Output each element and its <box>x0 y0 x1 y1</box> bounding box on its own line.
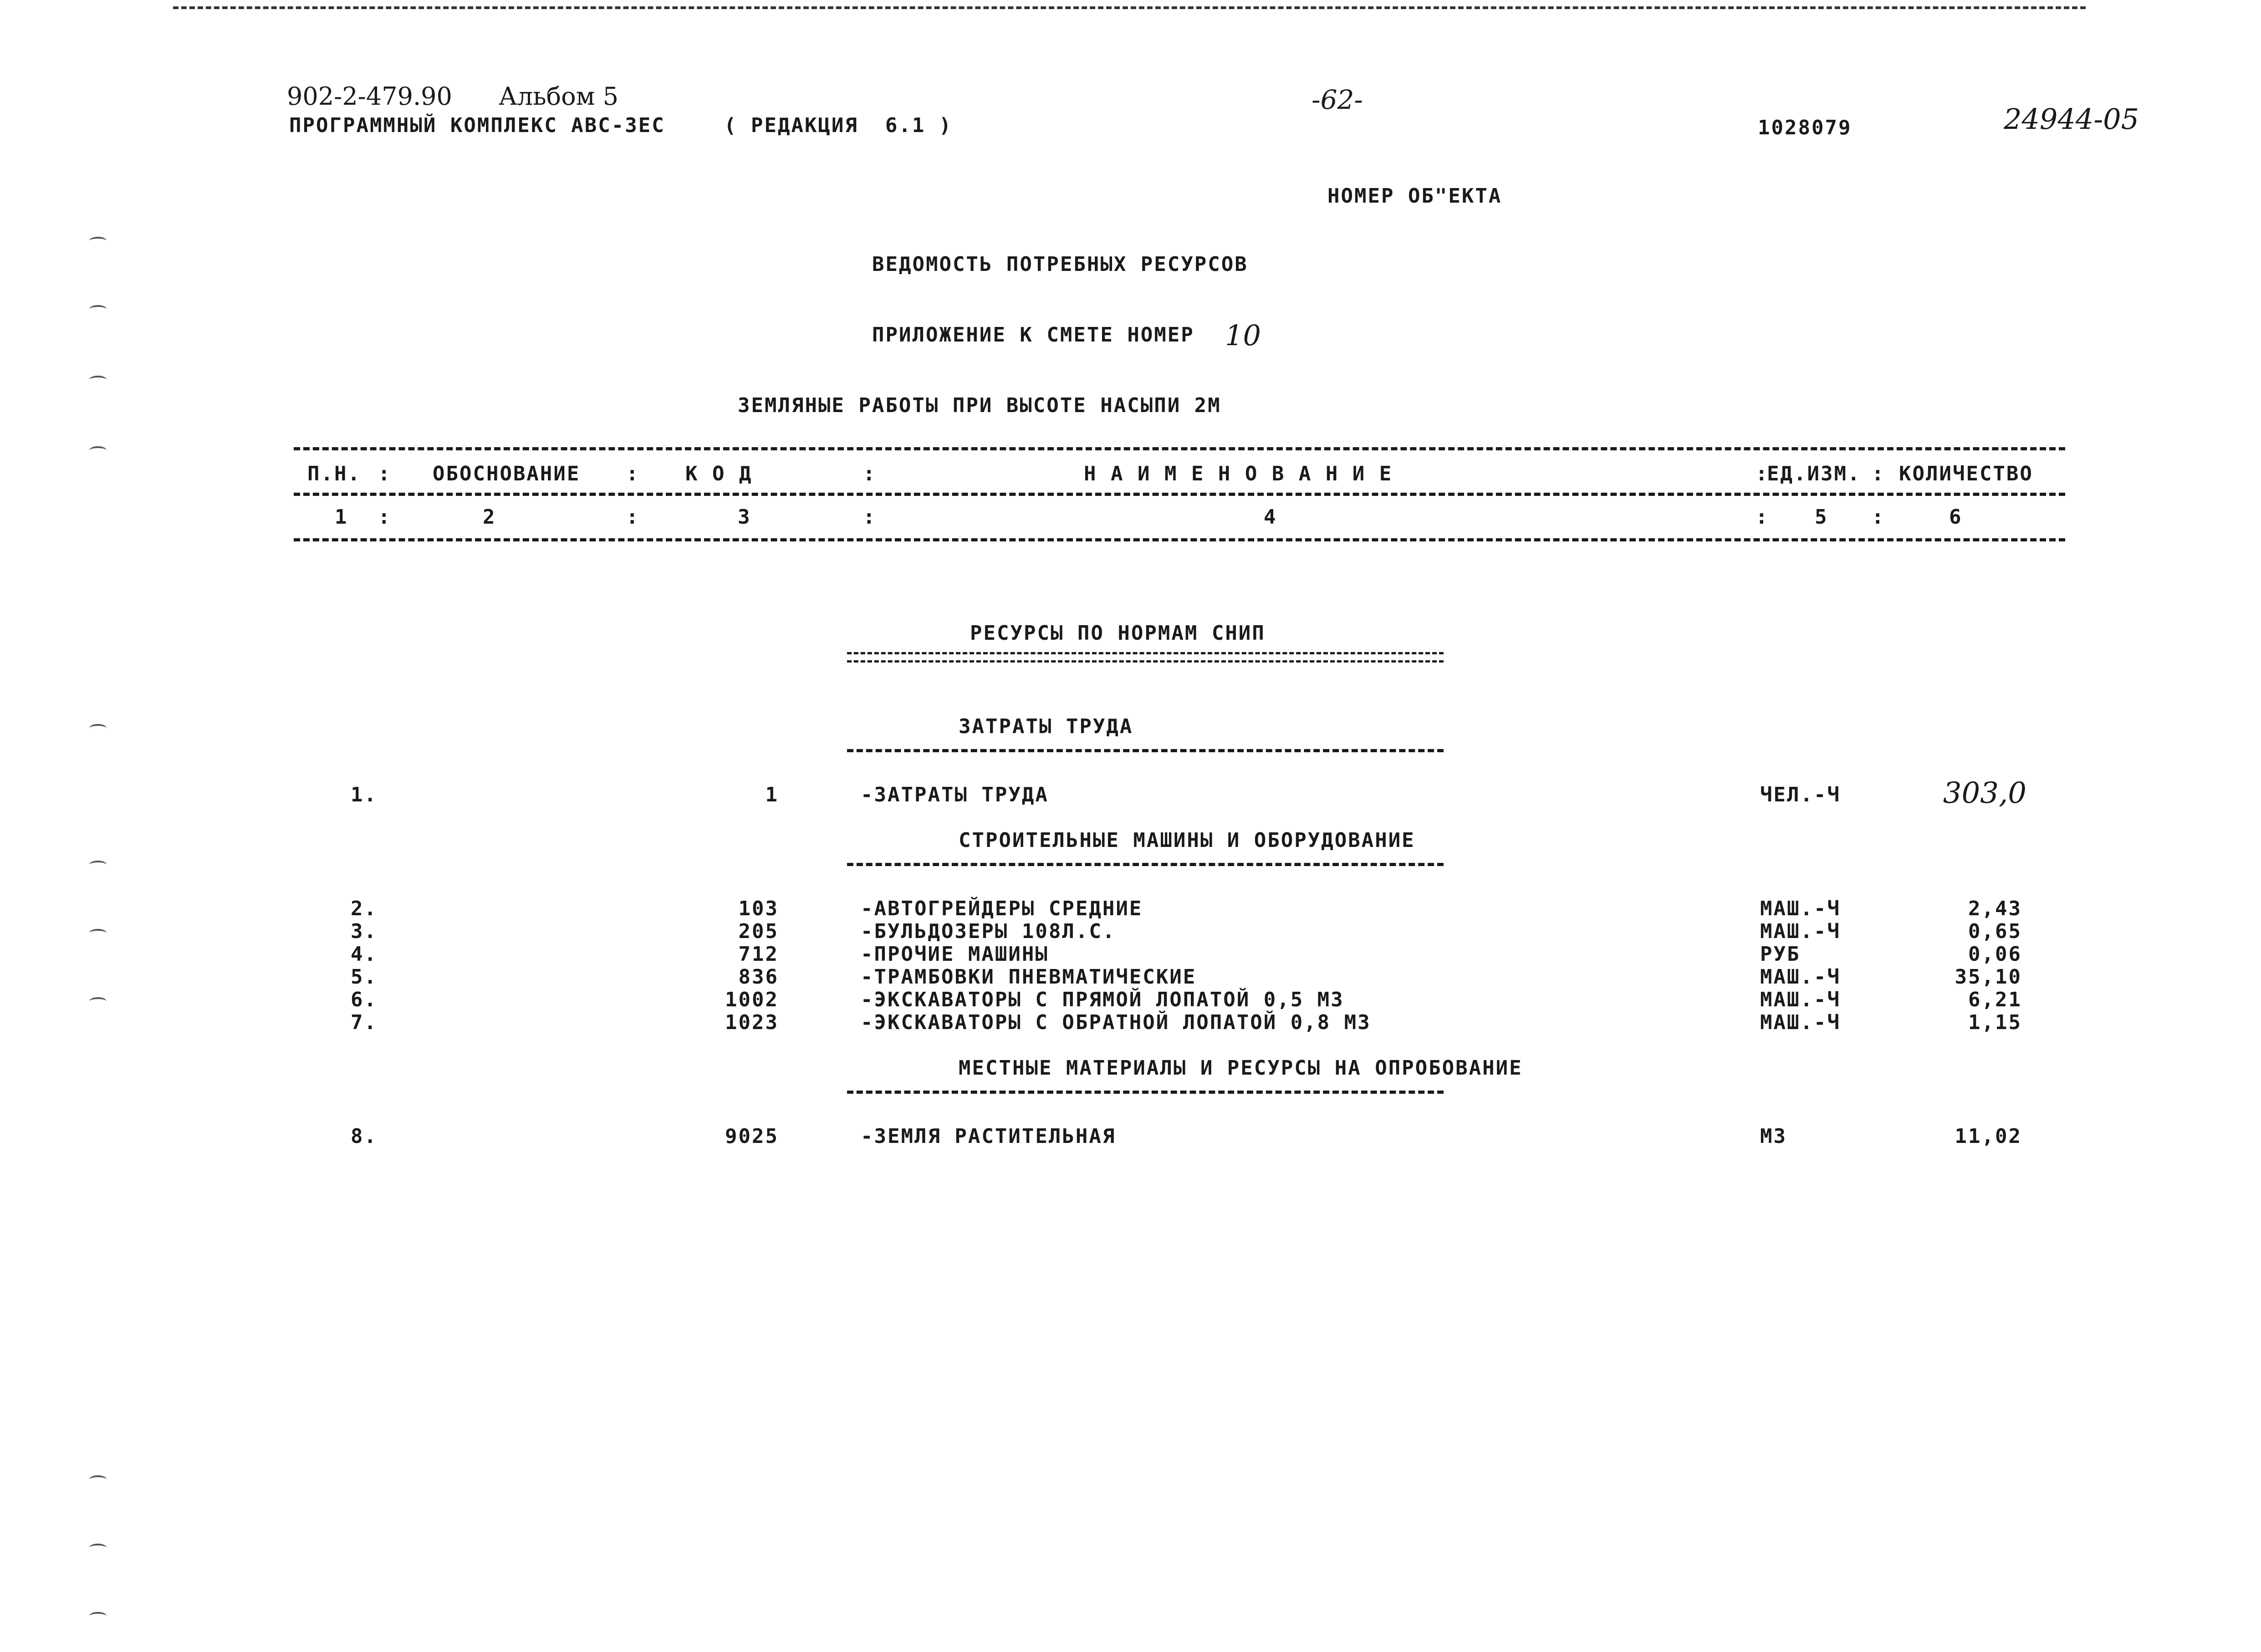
row-code: 205 <box>738 920 779 943</box>
binding-mark <box>89 861 107 869</box>
row-pn: 2. <box>351 897 378 920</box>
row-unit: ЧЕЛ.-Ч <box>1760 783 1841 806</box>
row-name: -АВТОГРЕЙДЕРЫ СРЕДНИЕ <box>861 897 1143 920</box>
col-separator: : <box>626 462 640 485</box>
col-separator: : <box>626 505 640 529</box>
row-quantity: 0,65 <box>1968 920 2022 943</box>
work-title: ЗЕМЛЯНЫЕ РАБОТЫ ПРИ ВЫСОТЕ НАСЫПИ 2М <box>738 394 1221 417</box>
col-separator: : <box>378 505 392 529</box>
row-pn: 1. <box>351 783 378 806</box>
row-code: 712 <box>738 943 779 966</box>
top-perforation-line <box>173 6 2086 9</box>
row-quantity-handwritten: 303,0 <box>1943 776 2026 810</box>
binding-mark <box>89 1612 107 1620</box>
row-pn: 8. <box>351 1125 378 1148</box>
binding-mark <box>89 376 107 384</box>
col-number: 3 <box>738 505 751 529</box>
binding-mark <box>89 1475 107 1484</box>
row-quantity: 2,43 <box>1968 897 2022 920</box>
archive-stamp-number: 24944-05 <box>2004 102 2139 136</box>
col-separator: : <box>378 462 392 485</box>
row-unit: МАШ.-Ч <box>1760 965 1841 989</box>
row-name: -ТРАМБОВКИ ПНЕВМАТИЧЕСКИЕ <box>861 965 1197 989</box>
col-header-pn: П.Н. <box>307 462 361 485</box>
double-rule <box>847 652 1444 654</box>
row-quantity: 6,21 <box>1968 988 2022 1011</box>
col-number: 6 <box>1949 505 1963 529</box>
table-top-rule <box>294 447 2065 450</box>
row-name: -ЗАТРАТЫ ТРУДА <box>861 783 1049 806</box>
section-title: ЗАТРАТЫ ТРУДА <box>959 715 1133 738</box>
row-pn: 7. <box>351 1011 378 1034</box>
album-label: Альбом 5 <box>499 82 619 111</box>
row-name: -ЭКСКАВАТОРЫ С ОБРАТНОЙ ЛОПАТОЙ 0,8 М3 <box>861 1011 1371 1034</box>
row-pn: 5. <box>351 965 378 989</box>
row-pn: 6. <box>351 988 378 1011</box>
row-unit: М3 <box>1760 1125 1787 1148</box>
col-header-name: Н А И М Е Н О В А Н И Е <box>1084 462 1393 485</box>
document-number: 1028079 <box>1758 116 1852 139</box>
row-name: -БУЛЬДОЗЕРЫ 108Л.С. <box>861 920 1116 943</box>
binding-mark <box>89 724 107 732</box>
row-unit: МАШ.-Ч <box>1760 988 1841 1011</box>
row-code: 103 <box>738 897 779 920</box>
binding-mark <box>89 305 107 313</box>
row-name: -ЭКСКАВАТОРЫ С ПРЯМОЙ ЛОПАТОЙ 0,5 М3 <box>861 988 1344 1011</box>
software-complex: ПРОГРАММНЫЙ КОМПЛЕКС АВС-3ЕС <box>289 114 665 137</box>
section-rule <box>847 863 1444 866</box>
row-unit: МАШ.-Ч <box>1760 1011 1841 1034</box>
row-code: 1002 <box>725 988 779 1011</box>
row-pn: 4. <box>351 943 378 966</box>
page-number: -62- <box>1312 84 1363 115</box>
col-header-code: К О Д <box>685 462 753 485</box>
col-separator: : <box>1756 462 1769 485</box>
row-code: 1 <box>765 783 779 806</box>
section-rule <box>847 1091 1444 1094</box>
table-header-rule <box>294 493 2065 496</box>
row-unit: МАШ.-Ч <box>1760 920 1841 943</box>
row-quantity: 35,10 <box>1955 965 2022 989</box>
col-separator: : <box>1756 505 1769 529</box>
row-quantity: 11,02 <box>1955 1125 2022 1148</box>
table-bottom-rule <box>294 538 2065 541</box>
section-title: МЕСТНЫЕ МАТЕРИАЛЫ И РЕСУРСЫ НА ОПРОБОВАНИЕ <box>959 1056 1523 1080</box>
col-number: 4 <box>1264 505 1277 529</box>
col-header-basis: ОБОСНОВАНИЕ <box>433 462 581 485</box>
object-number-label: НОМЕР ОБ"ЕКТА <box>1327 184 1502 208</box>
statement-title: ВЕДОМОСТЬ ПОТРЕБНЫХ РЕСУРСОВ <box>872 253 1248 276</box>
row-quantity: 1,15 <box>1968 1011 2022 1034</box>
row-quantity: 0,06 <box>1968 943 2022 966</box>
row-code: 9025 <box>725 1125 779 1148</box>
doc-code: 902-2-479.90 <box>287 82 452 111</box>
binding-mark <box>89 1544 107 1552</box>
binding-mark <box>89 929 107 937</box>
col-separator: : <box>1872 462 1885 485</box>
section-rule <box>847 749 1444 752</box>
binding-mark <box>89 237 107 245</box>
appendix-label: ПРИЛОЖЕНИЕ К СМЕТЕ НОМЕР <box>872 323 1194 347</box>
binding-mark <box>89 997 107 1005</box>
section-main-title: РЕСУРСЫ ПО НОРМАМ СНИП <box>970 622 1266 645</box>
col-separator: : <box>863 505 877 529</box>
row-unit: МАШ.-Ч <box>1760 897 1841 920</box>
col-number: 5 <box>1815 505 1828 529</box>
double-rule <box>847 660 1444 663</box>
row-name: -ЗЕМЛЯ РАСТИТЕЛЬНАЯ <box>861 1125 1116 1148</box>
binding-mark <box>89 446 107 454</box>
edition: ( РЕДАКЦИЯ 6.1 ) <box>724 114 953 137</box>
col-separator: : <box>863 462 877 485</box>
col-header-unit: ЕД.ИЗМ. <box>1767 462 1861 485</box>
col-separator: : <box>1872 505 1885 529</box>
estimate-number: 10 <box>1225 319 1261 352</box>
row-unit: РУБ <box>1760 943 1801 966</box>
section-title: СТРОИТЕЛЬНЫЕ МАШИНЫ И ОБОРУДОВАНИЕ <box>959 829 1415 852</box>
col-header-quantity: КОЛИЧЕСТВО <box>1899 462 2033 485</box>
col-number: 1 <box>335 505 348 529</box>
col-number: 2 <box>483 505 496 529</box>
row-name: -ПРОЧИЕ МАШИНЫ <box>861 943 1049 966</box>
row-code: 1023 <box>725 1011 779 1034</box>
row-pn: 3. <box>351 920 378 943</box>
row-code: 836 <box>738 965 779 989</box>
